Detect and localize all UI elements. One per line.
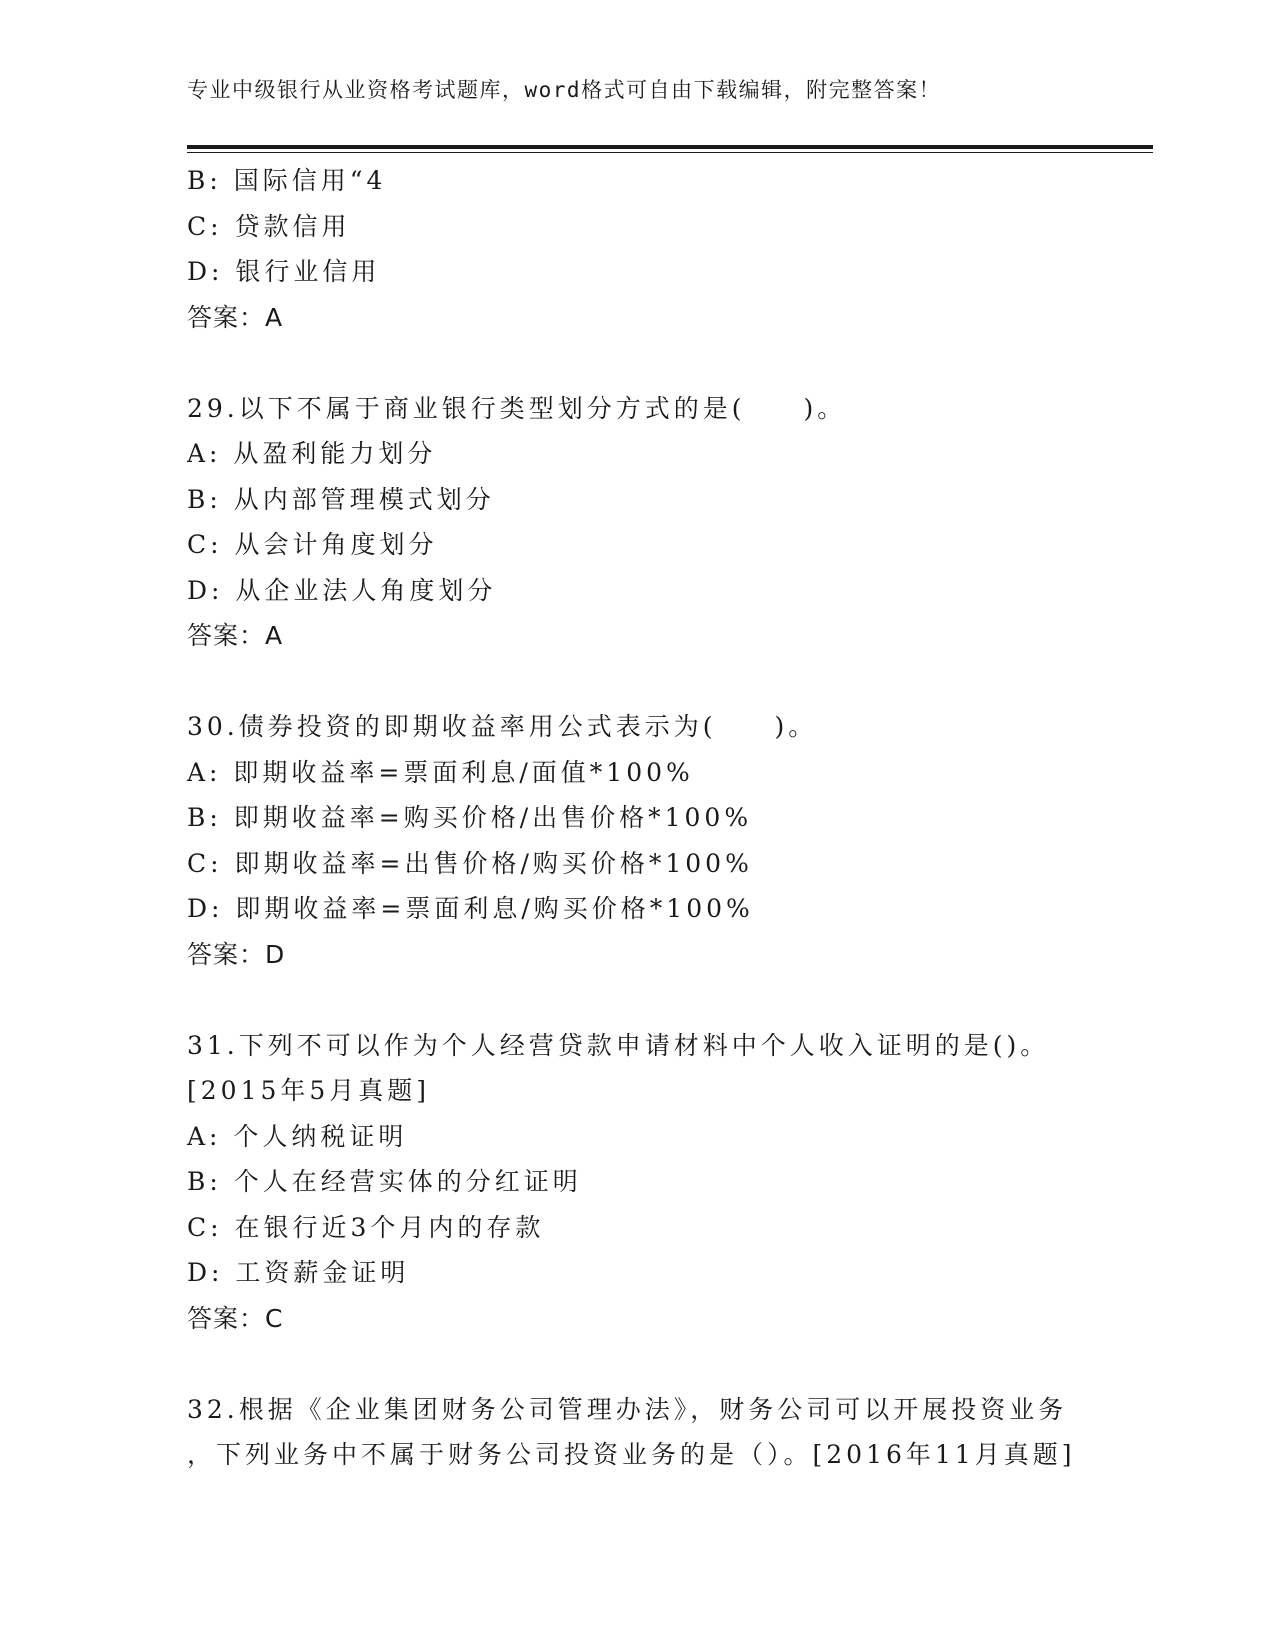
prev-question-block [187, 158, 1147, 340]
option-line: D: 工资薪金证明 [187, 1258, 410, 1287]
option-line: A: 从盈利能力划分 [187, 439, 437, 468]
option-line: C: 在银行近3个月内的存款 [187, 1212, 545, 1242]
answer-line: 答案：A [187, 621, 284, 650]
question-stem: ，下列业务中不属于财务公司投资业务的是（）。[2016年11月真题] [187, 1440, 1076, 1469]
option-line: B: 个人在经营实体的分红证明 [187, 1167, 582, 1196]
option-line: C: 贷款信用 [187, 211, 351, 241]
question-stem: 31.下列不可以作为个人经营贷款申请材料中个人收入证明的是()。 [187, 1030, 1050, 1060]
option-line: D: 从企业法人角度划分 [187, 575, 497, 605]
answer-line: 答案：C [187, 1303, 284, 1333]
question-stem: [2015年5月真题] [187, 1076, 431, 1105]
option-line: C: 即期收益率=出售价格/购买价格*100% [187, 848, 753, 878]
option-line: B: 国际信用“4 [187, 166, 387, 195]
header-rule-thick [187, 145, 1153, 149]
option-line: B: 从内部管理模式划分 [187, 484, 495, 514]
option-line: A: 个人纳税证明 [187, 1121, 408, 1151]
page-header: 专业中级银行从业资格考试题库，word格式可自由下载编辑，附完整答案！ [187, 78, 942, 102]
answer-line: 答案：D [187, 939, 286, 969]
option-line: A: 即期收益率=票面利息/面值*100% [187, 757, 694, 787]
option-line: B: 即期收益率=购买价格/出售价格*100% [187, 803, 753, 832]
option-line: D: 银行业信用 [187, 257, 381, 286]
option-line: C: 从会计角度划分 [187, 530, 438, 559]
answer-line: 答案：A [187, 302, 284, 332]
question-32 [187, 1387, 1147, 1478]
question-stem: 32.根据《企业集团财务公司管理办法》，财务公司可以开展投资业务 [187, 1394, 1068, 1424]
option-line: D: 即期收益率=票面利息/购买价格*100% [187, 894, 754, 923]
document-body [187, 158, 1147, 1478]
question-stem: 30.债券投资的即期收益率用公式表示为( )。 [187, 712, 818, 741]
question-31 [187, 1023, 1147, 1342]
question-30 [187, 704, 1147, 977]
question-29 [187, 386, 1147, 659]
header-rule-thin [187, 152, 1153, 153]
question-stem: 29.以下不属于商业银行类型划分方式的是( )。 [187, 393, 847, 423]
